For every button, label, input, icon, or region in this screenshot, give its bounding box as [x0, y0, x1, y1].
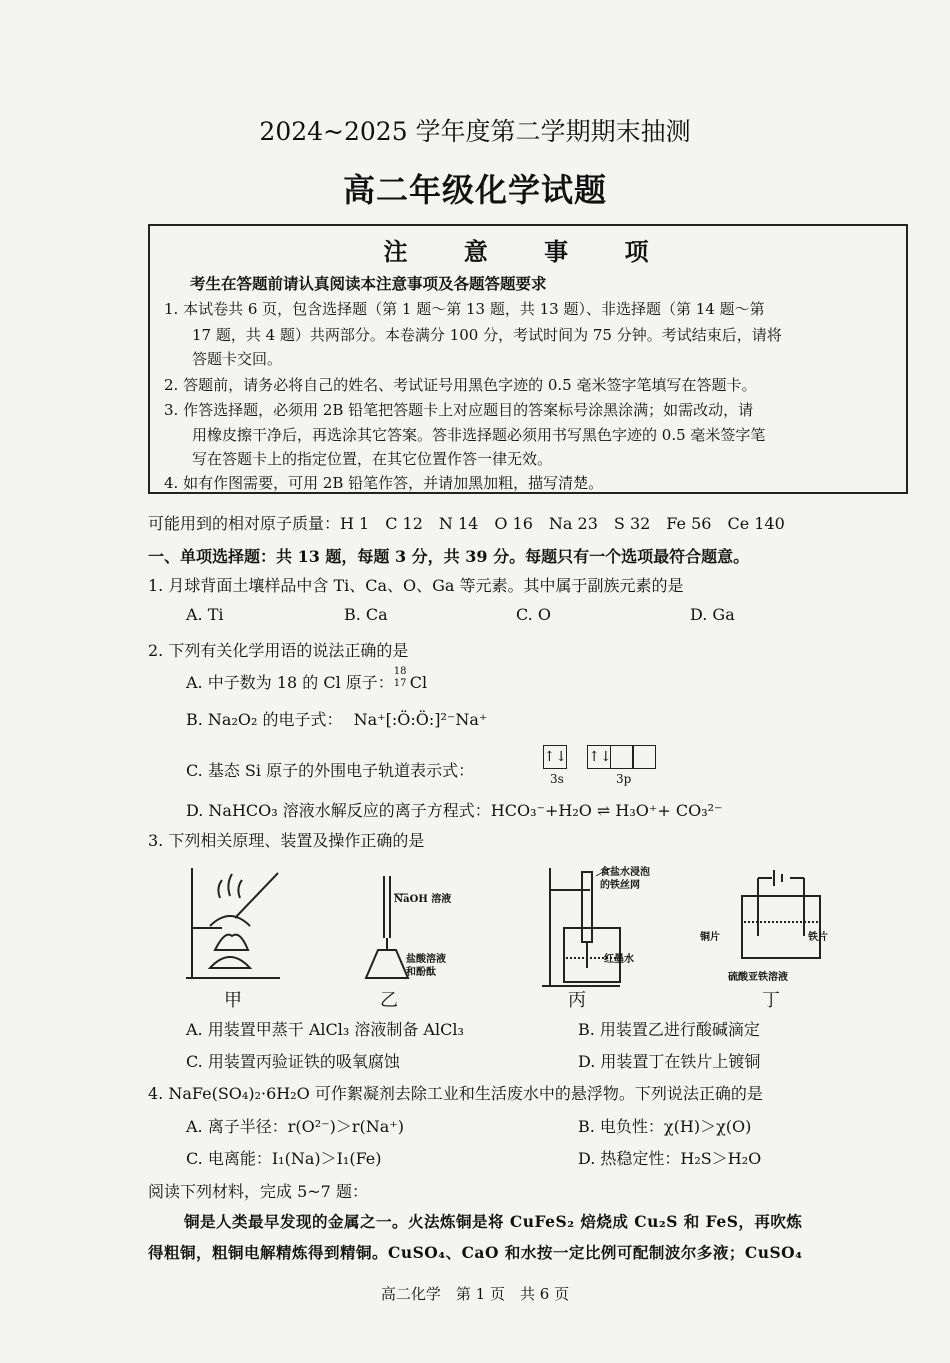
notice-item-3-line3: 写在答题卡上的指定位置，在其它位置作答一律无效。 — [192, 450, 553, 468]
q2-stem: 2. 下列有关化学用语的说法正确的是 — [148, 641, 409, 660]
fig-d-left-label: 铜片 — [700, 932, 720, 943]
notice-item-3-line1: 3. 作答选择题，必须用 2B 铅笔把答题卡上对应题目的答案标号涂黑涂满；如需改动，请 — [164, 401, 754, 419]
fig-label-b: 乙 — [380, 990, 398, 1011]
notice-item-4: 4. 如有作图需要，可用 2B 铅笔作答，并请加黑加粗，描写清楚。 — [164, 474, 604, 492]
q3-option-c: C. 用装置丙验证铁的吸氧腐蚀 — [186, 1052, 400, 1071]
q2-option-b-text: B. Na₂O₂ 的电子式： — [186, 710, 343, 729]
orbital-3p-box-1: ↑↓ — [587, 745, 611, 769]
notice-item-1-line1: 1. 本试卷共 6 页，包含选择题（第 1 题～第 13 题，共 13 题）、非选择题（第 14 题～第 — [164, 300, 765, 318]
q1-option-a: A. Ti — [186, 605, 224, 624]
fig-b-flask-label: 盐酸溶液 — [406, 954, 446, 965]
q2-option-c-text: C. 基态 Si 原子的外围电子轨道表示式： — [186, 761, 475, 780]
fig-d-bottom-label: 硫酸亚铁溶液 — [728, 972, 788, 983]
q2-option-a-text: A. 中子数为 18 的 Cl 原子： — [186, 673, 394, 692]
orbital-label-3s: 3s — [550, 772, 564, 786]
notice-item-3-line2: 用橡皮擦干净后，再选涂其它答案。答非选择题必须用书写黑色字迹的 0.5 毫米签字笔 — [192, 426, 766, 444]
q3-stem: 3. 下列相关原理、装置及操作正确的是 — [148, 831, 425, 850]
apparatus-d-plating — [742, 870, 820, 958]
notice-item-2: 2. 答题前，请务必将自己的姓名、考试证号用黑色字迹的 0.5 毫米签字笔填写在答题卡。 — [164, 376, 757, 394]
q3-option-d: D. 用装置丁在铁片上镀铜 — [578, 1052, 761, 1071]
q2-option-d: D. NaHCO₃ 溶液水解反应的离子方程式：HCO₃⁻+H₂O ⇌ H₃O⁺+ CO₃²⁻ — [186, 801, 723, 820]
q3-option-b: B. 用装置乙进行酸碱滴定 — [578, 1020, 760, 1039]
q1-option-d: D. Ga — [690, 605, 735, 624]
orbital-diagram — [544, 745, 656, 769]
q2-option-a — [186, 666, 428, 693]
q4-stem: 4. NaFe(SO₄)₂·6H₂O 可作絮凝剂去除工业和生活废水中的悬浮物。下列说法正确的是 — [148, 1084, 763, 1103]
notice-box — [148, 224, 908, 494]
orbital-3s-box: ↑↓ — [543, 745, 567, 769]
q4-option-a: A. 离子半径：r(O²⁻)＞r(Na⁺) — [186, 1117, 404, 1136]
fig-d-right-label: 铁片 — [808, 932, 828, 943]
q2-option-b — [186, 707, 487, 730]
notice-item-1-line2: 17 题，共 4 题）共两部分。本卷满分 100 分，考试时间为 75 分钟。考试结束后，请将 — [192, 326, 782, 344]
fig-label-d: 丁 — [762, 990, 780, 1011]
reading-line2: 得粗铜，粗铜电解精炼得到精铜。CuSO₄、CaO 和水按一定比例可配制波尔多液；CuSO₄ — [148, 1243, 803, 1262]
isotope-atomic-number: 17 — [393, 678, 407, 689]
fig-label-c: 丙 — [568, 990, 586, 1011]
apparatus-a-evaporation — [186, 868, 280, 978]
fig-c-top-label2: 的铁丝网 — [600, 880, 640, 891]
exam-title-line2: 高二年级化学试题 — [342, 171, 607, 209]
orbital-label-3p: 3p — [616, 772, 632, 786]
page-footer: 高二化学 第 1 页 共 6 页 — [380, 1285, 570, 1303]
fig-b-naoh-label: NaOH 溶液 — [394, 894, 452, 905]
fig-c-water-label: 红墨水 — [604, 954, 634, 965]
notice-subheading: 考生在答题前请认真阅读本注意事项及各题答题要求 — [190, 274, 547, 293]
q1-stem: 1. 月球背面土壤样品中含 Ti、Ca、O、Ga 等元素。其中属于副族元素的是 — [148, 576, 684, 595]
orbital-3p-box-2 — [610, 745, 634, 769]
reading-intro: 阅读下列材料，完成 5~7 题： — [148, 1182, 368, 1201]
isotope-symbol: Cl — [409, 673, 428, 692]
orbital-3p-box-3 — [632, 745, 656, 769]
fig-label-a: 甲 — [224, 990, 242, 1011]
notice-item-1-line3: 答题卡交回。 — [192, 350, 283, 368]
q1-option-b: B. Ca — [344, 605, 388, 624]
exam-title-line1: 2024~2025 学年度第二学期期末抽测 — [259, 117, 691, 146]
q1-option-c: C. O — [516, 605, 551, 624]
q4-option-c: C. 电离能：I₁(Na)＞I₁(Fe) — [186, 1149, 382, 1168]
q3-option-a: A. 用装置甲蒸干 AlCl₃ 溶液制备 AlCl₃ — [186, 1020, 464, 1039]
section-heading: 一、单项选择题：共 13 题，每题 3 分，共 39 分。每题只有一个选项最符合题意。 — [148, 547, 750, 566]
notice-heading: 注 意 事 项 — [383, 237, 673, 266]
q4-option-d: D. 热稳定性：H₂S＞H₂O — [578, 1149, 762, 1168]
q4-option-b: B. 电负性：χ(H)＞χ(O) — [578, 1117, 752, 1136]
atomic-masses: 可能用到的相对原子质量：H 1 C 12 N 14 O 16 Na 23 S 32 Fe 56 Ce 140 — [148, 514, 785, 533]
electron-formula: Na⁺[:Ö:Ö:]²⁻Na⁺ — [353, 710, 488, 729]
fig-b-flask-label2: 和酚酞 — [406, 967, 436, 978]
isotope-mass-number: 18 — [393, 666, 407, 677]
fig-c-top-label: 食盐水浸泡 — [600, 867, 650, 878]
reading-line1: 铜是人类最早发现的金属之一。火法炼铜是将 CuFeS₂ 焙烧成 Cu₂S 和 FeS，再吹炼 — [184, 1212, 803, 1231]
